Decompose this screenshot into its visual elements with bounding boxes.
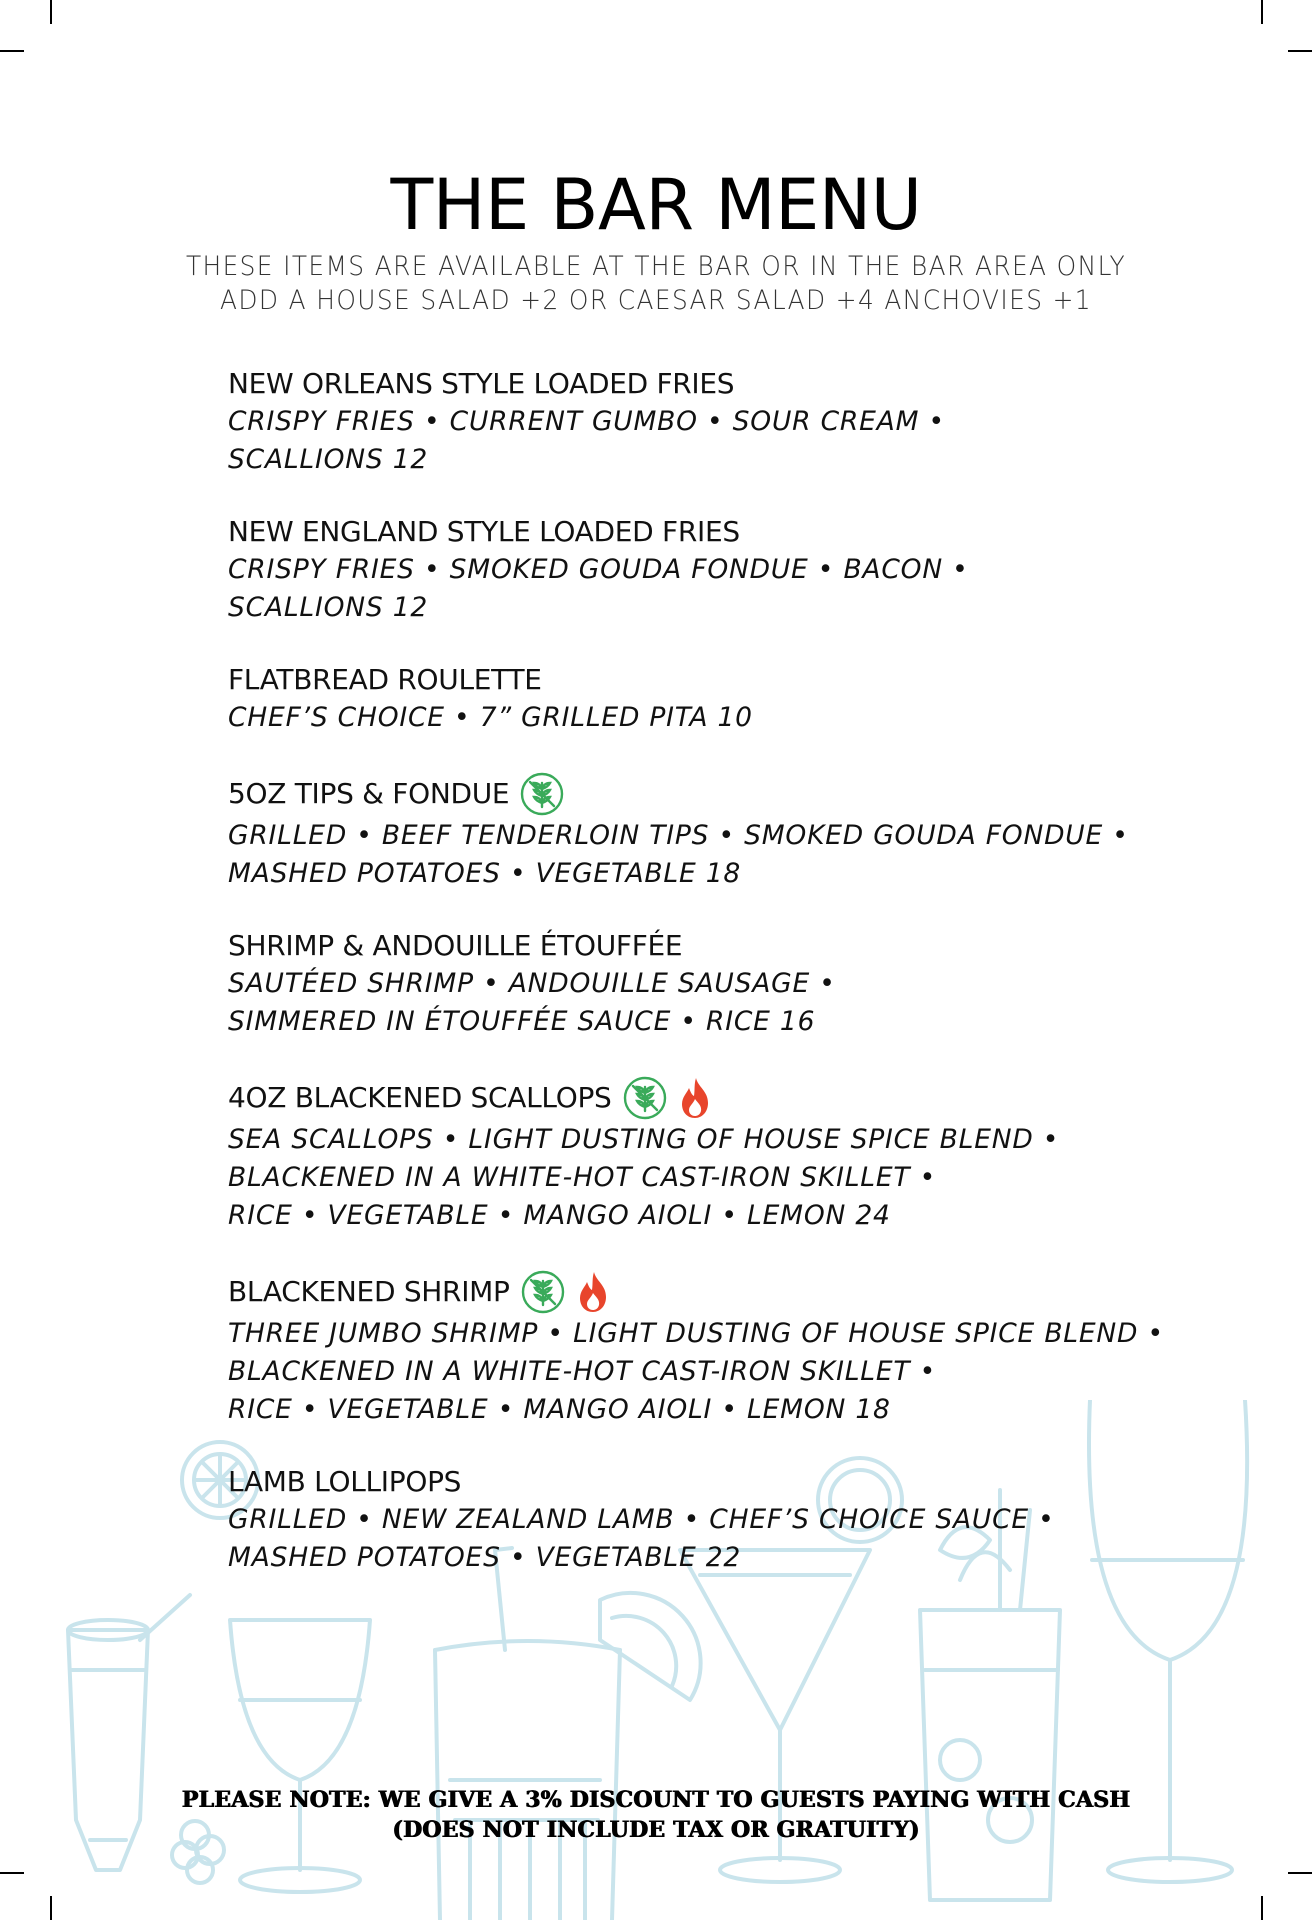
item-name: NEW ORLEANS STYLE LOADED FRIES [228, 367, 735, 400]
menu-item-blackened-shrimp [228, 1269, 1228, 1429]
item-name: NEW ENGLAND STYLE LOADED FRIES [228, 515, 740, 548]
item-description-line: SCALLIONS 12 [228, 592, 429, 623]
spicy-flame-icon [570, 1269, 616, 1315]
item-description-line: RICE • VEGETABLE • MANGO AIOLI • LEMON 18 [228, 1394, 891, 1425]
item-description [228, 965, 1228, 1041]
crop-mark-top-left-h [0, 50, 24, 52]
gluten-free-icon [622, 1075, 668, 1121]
item-description [228, 1121, 1228, 1235]
item-description-line: THREE JUMBO SHRIMP • LIGHT DUSTING OF HOUSE SPICE BLEND • [228, 1318, 1164, 1349]
crop-mark-top-left-v [50, 0, 52, 24]
item-description [228, 1315, 1228, 1429]
menu-item-lamb-lollipops [228, 1463, 1228, 1577]
item-description-line: BLACKENED IN A WHITE-HOT CAST-IRON SKILLET • [228, 1162, 937, 1193]
item-name: 5OZ TIPS & FONDUE [228, 777, 510, 810]
item-description-line: CHEF’S CHOICE • 7” GRILLED PITA 10 [228, 702, 753, 733]
menu-item-flatbread-roulette [228, 661, 1228, 737]
item-description [228, 403, 1228, 479]
item-description [228, 699, 1228, 737]
menu-item-new-england-fries [228, 513, 1228, 627]
menu-items-list [228, 365, 1228, 1611]
item-name: FLATBREAD ROULETTE [228, 663, 542, 696]
item-description-line: SAUTÉED SHRIMP • ANDOUILLE SAUSAGE • [228, 968, 836, 999]
item-description-line: GRILLED • NEW ZEALAND LAMB • CHEF’S CHOICE SAUCE • [228, 1504, 1055, 1535]
item-description [228, 817, 1228, 893]
menu-item-blackened-scallops [228, 1075, 1228, 1235]
menu-subtitle-line-1: THESE ITEMS ARE AVAILABLE AT THE BAR OR IN THE BAR AREA ONLY [185, 251, 1127, 282]
item-name: BLACKENED SHRIMP [228, 1275, 510, 1308]
menu-title: THE BAR MENU [390, 164, 922, 246]
menu-item-new-orleans-fries [228, 365, 1228, 479]
item-description-line: CRISPY FRIES • CURRENT GUMBO • SOUR CREAM • [228, 406, 945, 437]
cash-discount-note-line-1: PLEASE NOTE: WE GIVE A 3% DISCOUNT TO GUESTS PAYING WITH CASH [181, 1787, 1131, 1813]
item-description [228, 1501, 1228, 1577]
cash-discount-note [0, 1785, 1312, 1845]
spicy-flame-icon [672, 1075, 718, 1121]
item-description-line: CRISPY FRIES • SMOKED GOUDA FONDUE • BACON • [228, 554, 969, 585]
item-description-line: MASHED POTATOES • VEGETABLE 18 [228, 858, 742, 889]
item-description-line: GRILLED • BEEF TENDERLOIN TIPS • SMOKED GOUDA FONDUE • [228, 820, 1129, 851]
gluten-free-icon [519, 771, 565, 817]
menu-subtitle-line-2: ADD A HOUSE SALAD +2 OR CAESAR SALAD +4 ANCHOVIES +1 [219, 285, 1092, 316]
item-name: LAMB LOLLIPOPS [228, 1465, 462, 1498]
menu-item-shrimp-andouille-etouffee [228, 927, 1228, 1041]
crop-mark-top-right-h [1288, 50, 1312, 52]
item-description-line: MASHED POTATOES • VEGETABLE 22 [228, 1542, 742, 1573]
item-description-line: SIMMERED IN ÉTOUFFÉE SAUCE • RICE 16 [228, 1006, 816, 1037]
item-description-line: RICE • VEGETABLE • MANGO AIOLI • LEMON 24 [228, 1200, 891, 1231]
item-description-line: SCALLIONS 12 [228, 444, 429, 475]
menu-header [0, 160, 1312, 318]
item-description-line: SEA SCALLOPS • LIGHT DUSTING OF HOUSE SPICE BLEND • [228, 1124, 1060, 1155]
menu-item-tips-fondue [228, 771, 1228, 893]
crop-mark-top-right-v [1261, 0, 1263, 24]
item-description [228, 551, 1228, 627]
cash-discount-note-line-2: (DOES NOT INCLUDE TAX OR GRATUITY) [392, 1817, 920, 1843]
item-name: SHRIMP & ANDOUILLE ÉTOUFFÉE [228, 929, 683, 962]
item-name: 4OZ BLACKENED SCALLOPS [228, 1081, 612, 1114]
item-description-line: BLACKENED IN A WHITE-HOT CAST-IRON SKILLET • [228, 1356, 937, 1387]
gluten-free-icon [520, 1269, 566, 1315]
